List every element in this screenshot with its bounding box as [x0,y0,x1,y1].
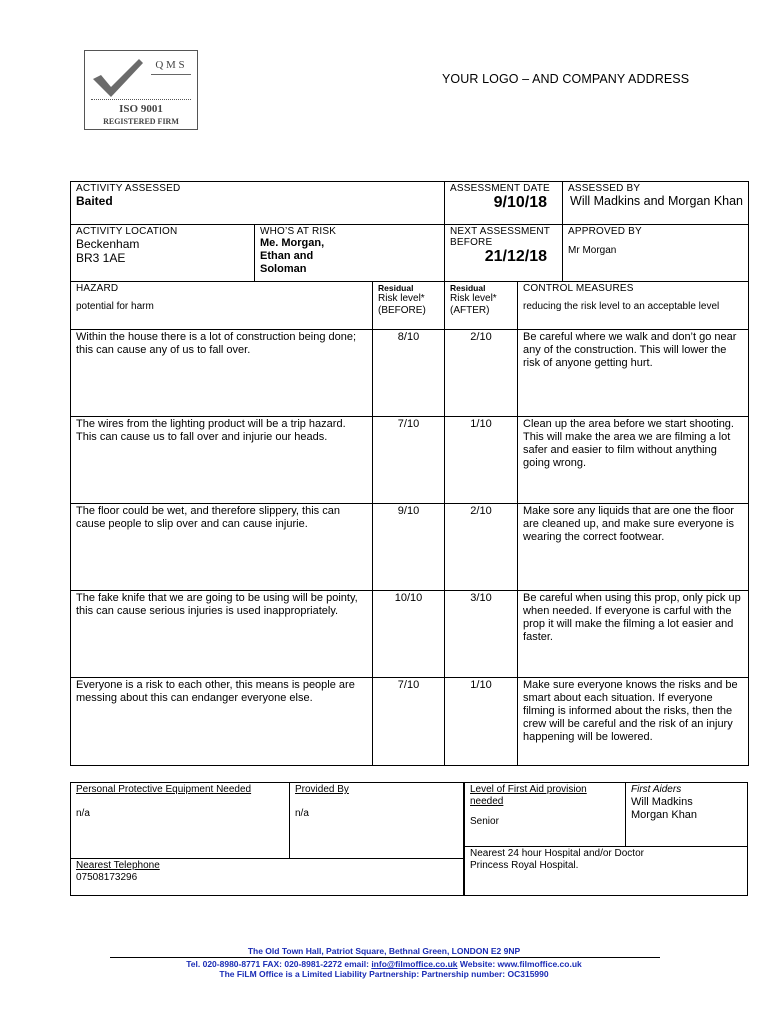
assessed-by-value: Will Madkins and Morgan Khan [570,194,744,208]
control-header: CONTROL MEASURES [523,283,634,294]
company-address-placeholder: YOUR LOGO – AND COMPANY ADDRESS [442,72,690,86]
next-assessment-cell [445,225,563,282]
hazard-header: HAZARD [76,283,119,294]
first-aider-1: Will Madkins [631,796,693,808]
residual-before-header-cell [373,282,445,330]
hazard-cell: The floor could be wet, and therefore slippery, this can cause people to slip over and can cause injurie. [71,504,373,591]
nearest-telephone-value: 07508173296 [76,872,138,883]
whos-at-risk-cell [255,225,445,282]
first-aid-label: Level of First Aid provision needed [470,784,587,807]
risk-assessment-table [70,181,749,766]
assessment-date-value: 9/10/18 [493,194,548,211]
whos-at-risk-value: Me. Morgan, Ethan and Soloman [260,237,325,275]
activity-location-label: ACTIVITY LOCATION [76,226,178,237]
footer-contact [0,959,768,969]
footer-partnership: The FiLM Office is a Limited Liability Partnership: Partnership number: OC315990 [219,969,549,979]
nearest-telephone-box [70,858,464,896]
risk-after-cell: 1/10 [445,417,518,504]
hospital-label: Nearest 24 hour Hospital and/or Doctor [470,848,644,859]
first-aiders-box [625,782,748,847]
table-row [71,330,749,417]
checkmark-icon [89,55,147,99]
hospital-value: Princess Royal Hospital. [470,860,579,871]
hazard-cell: Everyone is a risk to each other, this means is people are messing about this can endanger everyone else. [71,678,373,766]
provided-by-box [289,782,464,859]
table-row [71,417,749,504]
residual-before-header: Risk level* (BEFORE) [378,293,426,316]
provided-by-label: Provided By [295,784,349,795]
next-assessment-value: 21/12/18 [484,248,548,265]
table-row [71,504,749,591]
ppe-box [70,782,290,859]
risk-before-cell: 9/10 [373,504,445,591]
risk-before-cell: 7/10 [373,417,445,504]
control-cell: Make sore any liquids that are one the floor are cleaned up, and make sure everyone is wearing the correct footwear. [518,504,749,591]
risk-before-cell: 8/10 [373,330,445,417]
activity-location-line2: BR3 1AE [76,251,126,265]
hazard-header-cell [71,282,373,330]
footer-email-link[interactable]: info@filmoffice.co.uk [371,959,458,969]
footer-divider [110,957,660,958]
control-header-cell [518,282,749,330]
hazard-cell: Within the house there is a lot of construction being done; this can cause any of us to fall over. [71,330,373,417]
control-cell: Make sure everyone knows the risks and be smart about each situation. If everyone filming is informed about the risks, then the crew will be careful and the risk of an injury happening will be lowered. [518,678,749,766]
approved-by-cell [563,225,749,282]
activity-assessed-cell [71,182,445,225]
approved-by-label: APPROVED BY [568,226,642,237]
risk-after-cell: 2/10 [445,330,518,417]
provided-by-value: n/a [295,808,309,819]
assessed-by-cell [563,182,749,225]
next-assessment-label: NEXT ASSESSMENT BEFORE [450,226,550,248]
assessed-by-label: ASSESSED BY [568,183,641,194]
approved-by-value: Mr Morgan [568,245,617,256]
activity-location-line1: Beckenham [76,237,140,251]
residual-after-small-label: Residual [450,283,486,293]
risk-after-cell: 1/10 [445,678,518,766]
activity-assessed-label: ACTIVITY ASSESSED [76,183,181,194]
residual-after-header: Risk level* (AFTER) [450,293,497,316]
footer-address: The Old Town Hall, Patriot Square, Bethnal Green, LONDON E2 9NP [247,946,521,956]
logo-iso-text: ISO 9001 [119,103,163,115]
control-subheader: reducing the risk level to an acceptable level [523,301,720,312]
activity-assessed-value: Baited [76,194,113,208]
residual-after-header-cell [445,282,518,330]
assessment-date-label: ASSESSMENT DATE [450,183,550,194]
first-aid-box [464,782,626,847]
hospital-box [464,846,748,896]
whos-at-risk-label: WHO’S AT RISK [260,226,337,237]
table-row [71,591,749,678]
first-aiders-label: First Aiders [631,784,682,795]
first-aid-value: Senior [470,816,499,827]
control-cell: Be careful when using this prop, only pick up when needed. If everyone is carful with the prop it will make the filming a lot easier and faster. [518,591,749,678]
risk-after-cell: 2/10 [445,504,518,591]
hazard-cell: The fake knife that we are going to be using will be pointy, this can cause serious injuries is used inappropriately. [71,591,373,678]
first-aider-2: Morgan Khan [631,809,698,821]
residual-before-small-label: Residual [378,283,414,293]
footer-website: Website: www.filmoffice.co.uk [457,959,582,969]
assessment-date-cell [445,182,563,225]
hazard-cell: The wires from the lighting product will be a trip hazard. This can cause us to fall over and injurie our heads. [71,417,373,504]
control-cell: Be careful where we walk and don’t go near any of the construction. This will lower the risk of anyone getting hurt. [518,330,749,417]
ppe-value: n/a [76,808,90,819]
control-cell: Clean up the area before we start shooting. This will make the area we are filming a lot safer and easier to film without anything going wrong. [518,417,749,504]
hazard-subheader: potential for harm [76,301,154,312]
qms-letters: Q M S [155,59,185,71]
iso-logo [84,50,198,130]
logo-registered-text: REGISTERED FIRM [103,117,179,126]
table-row [71,678,749,766]
risk-after-cell: 3/10 [445,591,518,678]
nearest-telephone-label: Nearest Telephone [76,860,160,871]
ppe-label: Personal Protective Equipment Needed [76,784,252,795]
risk-before-cell: 7/10 [373,678,445,766]
risk-before-cell: 10/10 [373,591,445,678]
footer-phone-fax: Tel. 020-8980-8771 FAX: 020-8981-2272 email: [186,959,372,969]
activity-location-cell [71,225,255,282]
